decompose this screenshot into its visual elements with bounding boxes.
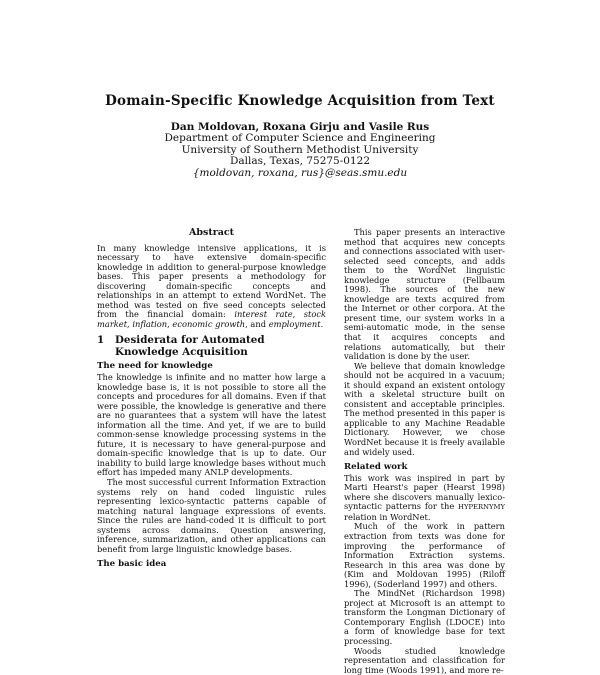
- author-names: Dan Moldovan, Roxana Girju and Vasile Rus: [170, 121, 430, 133]
- hypernymy-term: HYPERNYMY: [458, 503, 505, 512]
- section-1-paragraph-2: The most successful current Information Extraction systems rely on hand coded linguistic rules representing lexico-syntactic patterns capable of matching natural language expressions of events. Since the rules are hand-coded it is difficult to port systems across domains. Question answering, inference, summarization, and other applications can benefit from large linguistic knowledge bases.: [97, 477, 326, 554]
- abstract-text: In many knowledge intensive applications, it is necessary to have extensive domain-specific knowledge in addition to general-purpose knowledge bases. This paper presents a methodology for discovering domain-specific concepts and relationships in an attempt to extend WordNet. The method was tested on five seed concepts selected from the financial domain: interest rate, stock market, inflation, economic growth, and employment.: [97, 242, 326, 329]
- left-column: [97, 228, 326, 571]
- abstract-heading: Abstract: [188, 227, 235, 238]
- intro-paragraph-1: This paper presents an interactive method that acquires new concepts and connections associated with user-selected seed concepts, and adds them to the WordNet linguistic knowledge structure (Fellbaum 1998). The sources of the new knowledge are texts acquired from the Internet or other corpora. At the present time, our system works in a semi-automatic mode, in the sense that it acquires concepts and relations automatically, but their validation is done by the user.: [344, 227, 505, 362]
- subsection-need-for-knowledge: The need for knowledge: [97, 361, 213, 372]
- affiliation-department: Department of Computer Science and Engineering: [164, 132, 436, 145]
- seed-terms: interest rate, stock market, inflation, economic growth,: [97, 309, 326, 329]
- paper-title: Domain-Specific Knowledge Acquisition from Text: [105, 93, 495, 109]
- section-number: 1: [97, 334, 105, 347]
- author-block: [0, 122, 600, 179]
- related-work-paragraph-2: Much of the work in pattern extraction from texts was done for improving the performance of Information Extraction systems. Research in this area was done by (Kim and Moldovan 1995) (Riloff 1996), (Soderland 1997) and others.: [344, 521, 505, 589]
- related-work-paragraph-4: Woods studied knowledge representation and classification for long time (Woods 1991), and more re-: [344, 645, 505, 675]
- affiliation-location: Dallas, Texas, 75275-0122: [229, 155, 371, 168]
- section-title: Desiderata for Automated Knowledge Acquisition: [115, 334, 265, 358]
- section-1-paragraph-1: The knowledge is infinite and no matter how large a knowledge base is, it is not possible to store all the concepts and procedures for all domains. Even if that were possible, the knowledge is generative and there are no guarantees that a system will have the latest information all the time. And yet, if we are to build common-sense knowledge processing systems in the future, it is necessary to have general-purpose and domain-specific knowledge that is up to date. Our inability to build large knowledge bases without much effort has impeded many ANLP developments.: [97, 372, 326, 478]
- related-work-heading: Related work: [344, 462, 408, 473]
- author-email: {moldovan, roxana, rus}@seas.smu.edu: [192, 166, 408, 179]
- affiliation-university: University of Southern Methodist University: [181, 143, 419, 156]
- right-column: [344, 228, 505, 675]
- subsection-basic-idea: The basic idea: [97, 559, 167, 570]
- intro-paragraph-2: We believe that domain knowledge should not be acquired in a vacuum; it should expand an existent ontology with a skeletal structure built on consistent and acceptable principles. The method presented in this paper is applicable to any Machine Readable Dictionary. However, we chose WordNet because it is freely available and widely used.: [344, 360, 505, 457]
- seed-term-employment: employment: [268, 318, 321, 329]
- section-1-heading: [97, 335, 326, 358]
- related-work-paragraph-3: The MindNet (Richardson 1998) project at Microsoft is an attempt to transform the Longman Dictionary of Contemporary English (LDOCE) into a form of knowledge base for text processing.: [344, 588, 505, 646]
- related-work-paragraph-1: This work was inspired in part by Marti Hearst's paper (Hearst 1998) where she discovers manually lexico-syntactic patterns for the HYPERNYMY relation in WordNet.: [344, 472, 505, 522]
